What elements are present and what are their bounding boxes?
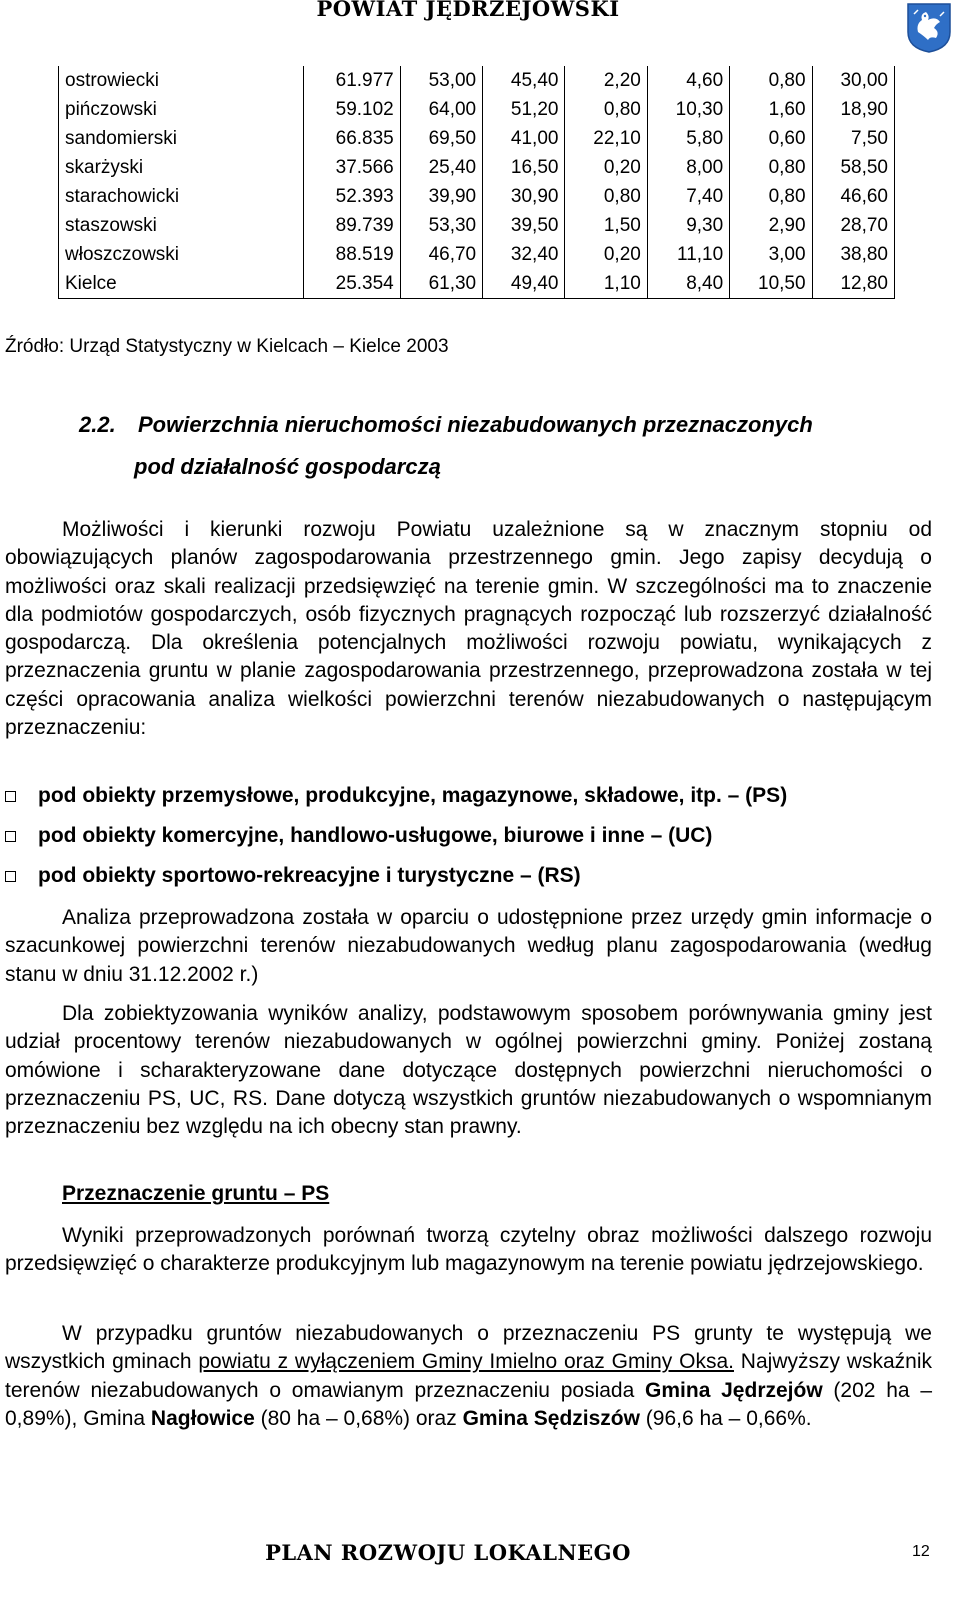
table-cell-value: 32,40	[483, 240, 565, 269]
table-cell-value: 30,90	[483, 182, 565, 211]
paragraph-results: Wyniki przeprowadzonych porównań tworzą czytelny obraz możliwości dalszego rozwoju przedsięwzięć o charakterze produkcyjnym lub magazynowym na terenie powiatu jędrzejowskiego.	[5, 1224, 932, 1276]
paragraph-ps-details	[5, 1320, 932, 1433]
table-cell-value: 30,00	[812, 66, 894, 95]
table-cell-value: 22,10	[565, 124, 647, 153]
checkbox-square-icon	[5, 871, 16, 882]
table-cell-value: 69,50	[400, 124, 482, 153]
underlined-text: powiatu z wyłączeniem Gminy Imielno oraz Gminy Oksa.	[198, 1350, 734, 1374]
table-cell-value: 49,40	[483, 269, 565, 299]
table-cell-value: 37.566	[304, 153, 401, 182]
table-cell-name: starachowicki	[59, 182, 304, 211]
table-source: Źródło: Urząd Statystyczny w Kielcach – Kielce 2003	[5, 336, 449, 357]
bold-gmina-name: Nagłowice	[150, 1406, 255, 1430]
table-cell-value: 8,40	[647, 269, 729, 299]
section-number: 2.2.	[79, 412, 116, 437]
table-cell-value: 0,80	[730, 182, 812, 211]
coat-of-arms-icon	[906, 2, 952, 54]
table-cell-value: 39,50	[483, 211, 565, 240]
table-cell-value: 0,60	[730, 124, 812, 153]
table-row	[59, 211, 895, 240]
table-cell-value: 2,20	[565, 66, 647, 95]
list-item-text: pod obiekty przemysłowe, produkcyjne, magazynowe, składowe, itp. – (PS)	[38, 784, 788, 807]
list-item-text: pod obiekty sportowo-rekreacyjne i turystyczne – (RS)	[38, 864, 581, 887]
table-cell-value: 3,00	[730, 240, 812, 269]
list-item	[5, 784, 787, 808]
table-cell-value: 0,20	[565, 153, 647, 182]
table-cell-value: 2,90	[730, 211, 812, 240]
table-cell-value: 46,60	[812, 182, 894, 211]
table-cell-value: 61,30	[400, 269, 482, 299]
table-cell-value: 1,50	[565, 211, 647, 240]
table-cell-value: 1,10	[565, 269, 647, 299]
table-cell-name: ostrowiecki	[59, 66, 304, 95]
table-cell-value: 10,30	[647, 95, 729, 124]
section-heading	[79, 404, 939, 488]
list-item	[5, 824, 712, 848]
section-title-line1: Powierzchnia nieruchomości niezabudowanych przeznaczonych	[138, 412, 813, 437]
table-cell-value: 59.102	[304, 95, 401, 124]
table-cell-value: 53,00	[400, 66, 482, 95]
table-cell-value: 7,50	[812, 124, 894, 153]
table-cell-name: Kielce	[59, 269, 304, 299]
statistics-table	[58, 66, 895, 299]
subheading-ps: Przeznaczenie gruntu – PS	[62, 1182, 330, 1205]
table-cell-value: 0,80	[565, 95, 647, 124]
table-cell-value: 8,00	[647, 153, 729, 182]
section-title-line2: pod działalność gospodarczą	[134, 454, 441, 479]
checkbox-square-icon	[5, 831, 16, 842]
table-cell-value: 0,80	[730, 153, 812, 182]
table-cell-name: sandomierski	[59, 124, 304, 153]
table-cell-value: 0,20	[565, 240, 647, 269]
table-cell-value: 25,40	[400, 153, 482, 182]
page-number: 12	[912, 1543, 930, 1560]
table-cell-value: 66.835	[304, 124, 401, 153]
table-cell-value: 41,00	[483, 124, 565, 153]
text-run: (80 ha – 0,68%) oraz	[254, 1406, 463, 1430]
table-cell-name: staszowski	[59, 211, 304, 240]
table-cell-value: 64,00	[400, 95, 482, 124]
table-row	[59, 182, 895, 211]
table-cell-value: 0,80	[565, 182, 647, 211]
table-row	[59, 95, 895, 124]
table-cell-name: włoszczowski	[59, 240, 304, 269]
table-cell-value: 28,70	[812, 211, 894, 240]
paragraph-method: Dla zobiektyzowania wyników analizy, podstawowym sposobem porównywania gminy jest udział procentowy terenów niezabudowanych w ogólnej powierzchni gminy. Poniżej zostaną omówione i scharakteryzowane dane dotyczące dostępnych powierzchni nieruchomości o przeznaczeniu PS, UC, RS. Dane dotyczą wszystkich gruntów niezabudowanych o wspomnianym przeznaczeniu bez względu na ich obecny stan prawny.	[5, 1002, 932, 1139]
table-cell-value: 61.977	[304, 66, 401, 95]
table-row	[59, 124, 895, 153]
table-cell-value: 45,40	[483, 66, 565, 95]
table-cell-value: 16,50	[483, 153, 565, 182]
table-row	[59, 153, 895, 182]
table-cell-value: 9,30	[647, 211, 729, 240]
table-row	[59, 269, 895, 299]
table-cell-value: 53,30	[400, 211, 482, 240]
table-cell-name: pińczowski	[59, 95, 304, 124]
table-cell-value: 51,20	[483, 95, 565, 124]
table-cell-value: 58,50	[812, 153, 894, 182]
table-cell-value: 4,60	[647, 66, 729, 95]
text-run: Najwyższy wskaźnik terenów niezabudowanych o omawianym przeznaczeniu posiada	[5, 1350, 932, 1402]
table-cell-value: 7,40	[647, 182, 729, 211]
list-item-text: pod obiekty komercyjne, handlowo-usługowe, biurowe i inne – (UC)	[38, 824, 713, 847]
table-cell-value: 0,80	[730, 66, 812, 95]
table-cell-value: 25.354	[304, 269, 401, 299]
list-item	[5, 864, 581, 888]
bold-gmina-name: Gmina Sędziszów	[462, 1406, 640, 1430]
table-cell-value: 11,10	[647, 240, 729, 269]
bold-gmina-name: Gmina Jędrzejów	[645, 1378, 823, 1402]
table-cell-name: skarżyski	[59, 153, 304, 182]
footer-title: PLAN ROZWOJU LOKALNEGO	[265, 1540, 631, 1565]
table-cell-value: 46,70	[400, 240, 482, 269]
table-cell-value: 52.393	[304, 182, 401, 211]
checkbox-square-icon	[5, 791, 16, 802]
paragraph-intro: Możliwości i kierunki rozwoju Powiatu uzależnione są w znacznym stopniu od obowiązujących planów zagospodarowania przestrzennego gmin. Jego zapisy decydują o możliwości oraz skali realizacji przedsięwzięć na terenie gmin. W szczególności ma to znaczenie dla podmiotów gospodarczych, osób fizycznych pragnących rozpocząć lub rozszerzyć działalność gospodarczą. Dla określenia potencjalnych możliwości rozwoju powiatu, wynikających z przeznaczenia gruntu w planie zagospodarowania przestrzennego, przeprowadzona została w tej części opracowania analiza wielkości powierzchni terenów niezabudowanych o następującym przeznaczeniu:	[5, 518, 932, 740]
table-row	[59, 66, 895, 95]
header-title: POWIAT JĘDRZEJOWSKI	[316, 0, 620, 21]
text-run: (96,6 ha – 0,66%.	[639, 1406, 812, 1430]
table-cell-value: 89.739	[304, 211, 401, 240]
table-cell-value: 18,90	[812, 95, 894, 124]
table-cell-value: 88.519	[304, 240, 401, 269]
text-run: (202 ha – 0,89%), Gmina	[5, 1378, 932, 1430]
text-run: W przypadku gruntów niezabudowanych o przeznaczeniu PS grunty te występują we wszystkich gminach	[5, 1322, 932, 1374]
table-cell-value: 5,80	[647, 124, 729, 153]
table-cell-value: 1,60	[730, 95, 812, 124]
table-cell-value: 10,50	[730, 269, 812, 299]
paragraph-analysis: Analiza przeprowadzona została w oparciu o udostępnione przez urzędy gmin informacje o szacunkowej powierzchni terenów niezabudowanych według planu zagospodarowania (według stanu w dniu 31.12.2002 r.)	[5, 906, 932, 986]
table-row	[59, 240, 895, 269]
table-cell-value: 12,80	[812, 269, 894, 299]
table-cell-value: 38,80	[812, 240, 894, 269]
table-cell-value: 39,90	[400, 182, 482, 211]
